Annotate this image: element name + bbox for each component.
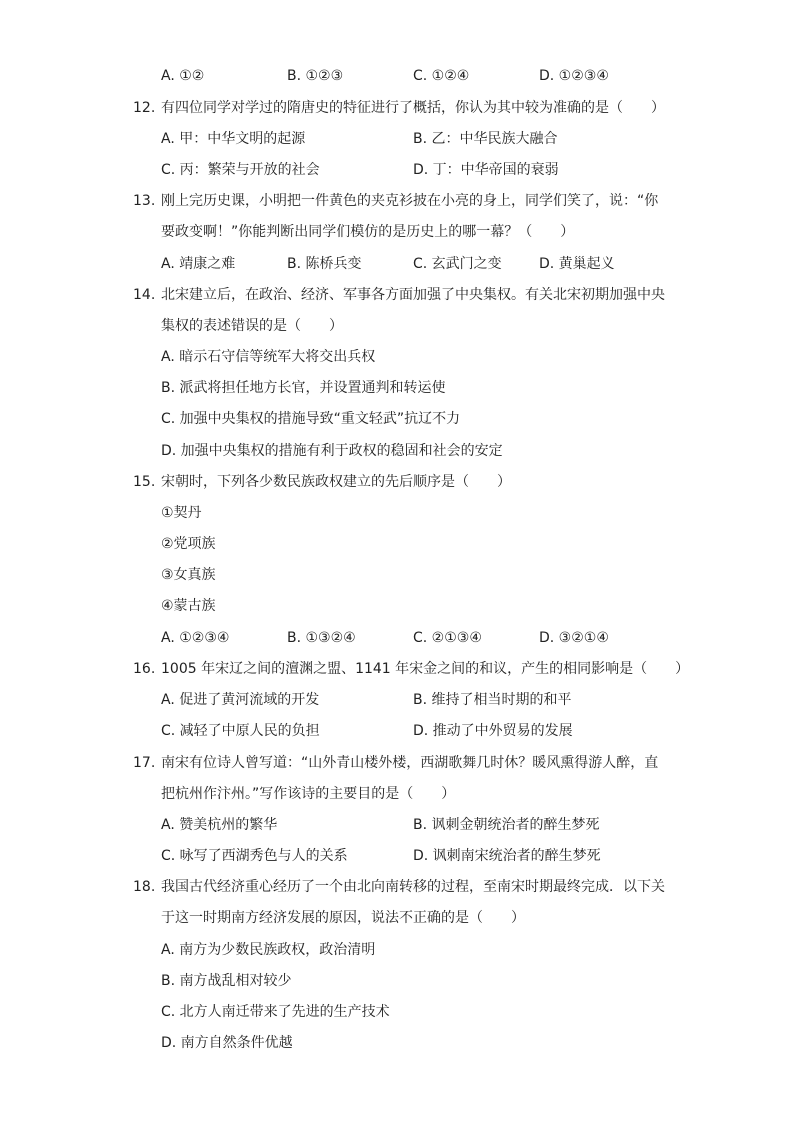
q18-stem-line1: 我国古代经济重心经历了一个由北向南转移的过程，至南宋时期最终完成．以下关 xyxy=(161,879,665,895)
q15-item-2: ②党项族 xyxy=(161,536,216,552)
q11-option-a[interactable]: A. ①② xyxy=(161,68,205,84)
q17-option-c[interactable]: C. 咏写了西湖秀色与人的关系 xyxy=(161,848,348,864)
q16-stem: 1005 年宋辽之间的澶渊之盟、1141 年宋金之间的和议，产生的相同影响是（ ） xyxy=(161,661,690,677)
q11-option-d[interactable]: D. ①②③④ xyxy=(539,68,609,84)
q18-option-d[interactable]: D. 南方自然条件优越 xyxy=(161,1035,293,1051)
q13-stem-line1: 刚上完历史课，小明把一件黄色的夹克衫披在小亮的身上，同学们笑了，说：“你 xyxy=(161,193,659,209)
q12-stem: 有四位同学对学过的隋唐史的特征进行了概括，你认为其中较为准确的是（ ） xyxy=(161,100,665,116)
q16-option-c[interactable]: C. 减轻了中原人民的负担 xyxy=(161,723,320,739)
q12-option-d[interactable]: D. 丁：中华帝国的衰弱 xyxy=(413,162,559,178)
q14-option-b[interactable]: B. 派武将担任地方长官，并设置通判和转运使 xyxy=(161,380,446,396)
q18-stem-line2: 于这一时期南方经济发展的原因，说法不正确的是（ ） xyxy=(161,910,525,926)
q18-number: 18. xyxy=(133,879,156,895)
q12-option-a[interactable]: A. 甲：中华文明的起源 xyxy=(161,131,306,147)
q17-option-a[interactable]: A. 赞美杭州的繁华 xyxy=(161,817,278,833)
q15-item-3: ③女真族 xyxy=(161,567,216,583)
q17-stem-line1: 南宋有位诗人曾写道：“山外青山楼外楼，西湖歌舞几时休？暖风熏得游人醉，直 xyxy=(161,755,659,771)
q14-option-a[interactable]: A. 暗示石守信等统军大将交出兵权 xyxy=(161,349,376,365)
q15-number: 15. xyxy=(133,474,156,490)
q11-option-b[interactable]: B. ①②③ xyxy=(287,68,344,84)
q15-option-c[interactable]: C. ②①③④ xyxy=(413,630,482,646)
q17-option-d[interactable]: D. 讽刺南宋统治者的醉生梦死 xyxy=(413,848,601,864)
q15-item-1: ①契丹 xyxy=(161,505,202,521)
q15-option-d[interactable]: D. ③②①④ xyxy=(539,630,609,646)
q13-option-c[interactable]: C. 玄武门之变 xyxy=(413,256,502,272)
q14-option-d[interactable]: D. 加强中央集权的措施有利于政权的稳固和社会的安定 xyxy=(161,443,503,459)
q15-stem: 宋朝时，下列各少数民族政权建立的先后顺序是（ ） xyxy=(161,474,511,490)
q18-option-a[interactable]: A. 南方为少数民族政权，政治清明 xyxy=(161,942,376,958)
q13-option-b[interactable]: B. 陈桥兵变 xyxy=(287,256,362,272)
q12-option-c[interactable]: C. 丙：繁荣与开放的社会 xyxy=(161,162,320,178)
q16-option-a[interactable]: A. 促进了黄河流域的开发 xyxy=(161,692,320,708)
q18-option-c[interactable]: C. 北方人南迁带来了先进的生产技术 xyxy=(161,1004,390,1020)
q16-option-b[interactable]: B. 维持了相当时期的和平 xyxy=(413,692,572,708)
q14-stem-line2: 集权的表述错误的是（ ） xyxy=(161,318,343,334)
q14-number: 14. xyxy=(133,287,156,303)
q15-option-b[interactable]: B. ①③②④ xyxy=(287,630,356,646)
q13-option-a[interactable]: A. 靖康之难 xyxy=(161,256,236,272)
q14-option-c[interactable]: C. 加强中央集权的措施导致“重文轻武”抗辽不力 xyxy=(161,411,461,427)
q16-number: 16. xyxy=(133,661,156,677)
q13-stem-line2: 要政变啊！”你能判断出同学们模仿的是历史上的哪一幕？（ ） xyxy=(161,224,575,240)
q16-option-d[interactable]: D. 推动了中外贸易的发展 xyxy=(413,723,573,739)
q12-option-b[interactable]: B. 乙：中华民族大融合 xyxy=(413,131,558,147)
q17-stem-line2: 把杭州作汴州。”写作该诗的主要目的是（ ） xyxy=(161,786,456,802)
q17-number: 17. xyxy=(133,755,156,771)
q11-option-c[interactable]: C. ①②④ xyxy=(413,68,470,84)
q14-stem-line1: 北宋建立后，在政治、经济、军事各方面加强了中央集权。有关北宋初期加强中央 xyxy=(161,287,665,303)
q18-option-b[interactable]: B. 南方战乱相对较少 xyxy=(161,973,292,989)
q15-item-4: ④蒙古族 xyxy=(161,598,216,614)
q15-option-a[interactable]: A. ①②③④ xyxy=(161,630,230,646)
q13-option-d[interactable]: D. 黄巢起义 xyxy=(539,256,615,272)
q13-number: 13. xyxy=(133,193,156,209)
q12-number: 12. xyxy=(133,100,156,116)
q17-option-b[interactable]: B. 讽刺金朝统治者的醉生梦死 xyxy=(413,817,600,833)
